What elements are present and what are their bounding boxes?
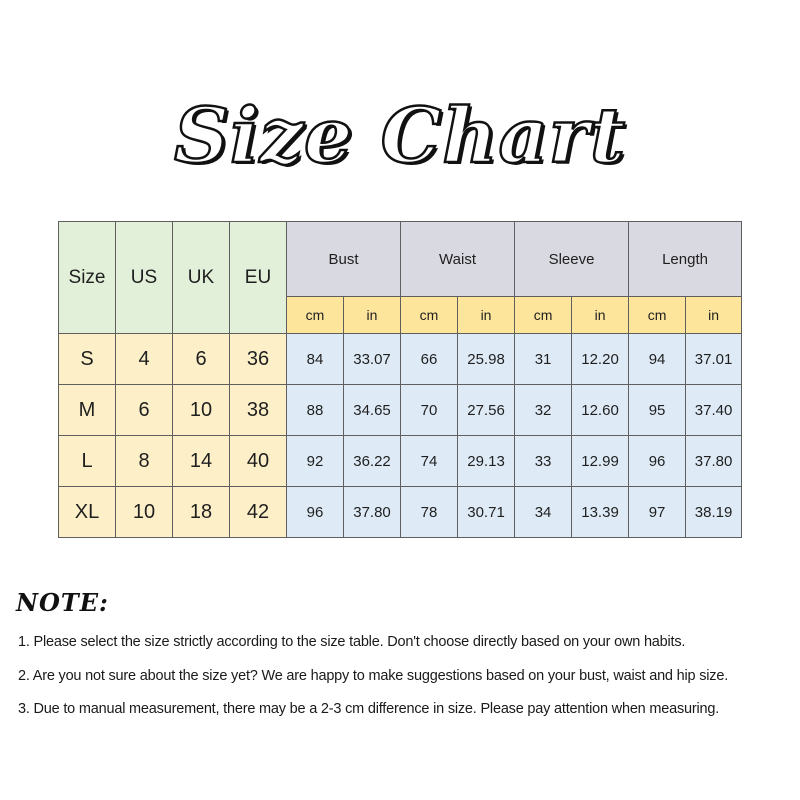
table-cell: 96: [629, 436, 686, 487]
table-cell: 34: [515, 487, 572, 538]
unit-header: in: [686, 297, 742, 334]
table-cell: 29.13: [458, 436, 515, 487]
note-item: 1. Please select the size strictly according to the size table. Don't choose directly based on your own habits.: [18, 634, 686, 650]
table-cell: 38.19: [686, 487, 742, 538]
table-cell: 6: [173, 334, 230, 385]
note-item: 2. Are you not sure about the size yet? We are happy to make suggestions based on your bust, waist and hip size.: [18, 668, 729, 684]
table-cell: 38: [230, 385, 287, 436]
size-table: [58, 221, 742, 538]
table-cell: 92: [287, 436, 344, 487]
table-cell: 36.22: [344, 436, 401, 487]
table-cell: 34.65: [344, 385, 401, 436]
header-bust: Bust: [287, 222, 401, 297]
table-cell: 37.40: [686, 385, 742, 436]
page-title: Size Chart: [174, 91, 626, 180]
table-cell: 18: [173, 487, 230, 538]
table-cell: 8: [116, 436, 173, 487]
size-label-cell: XL: [59, 487, 116, 538]
header-us: US: [116, 222, 173, 334]
unit-header: cm: [629, 297, 686, 334]
table-cell: 74: [401, 436, 458, 487]
header-size: Size: [59, 222, 116, 334]
table-cell: 37.01: [686, 334, 742, 385]
size-label-cell: S: [59, 334, 116, 385]
note-title: NOTE:: [16, 588, 109, 617]
table-cell: 30.71: [458, 487, 515, 538]
table-row: [59, 487, 742, 538]
table-cell: 12.60: [572, 385, 629, 436]
table-cell: 33.07: [344, 334, 401, 385]
table-cell: 70: [401, 385, 458, 436]
table-cell: 37.80: [686, 436, 742, 487]
size-label-cell: M: [59, 385, 116, 436]
header-sleeve: Sleeve: [515, 222, 629, 297]
unit-header: cm: [401, 297, 458, 334]
table-cell: 12.20: [572, 334, 629, 385]
table-cell: 84: [287, 334, 344, 385]
unit-header: cm: [287, 297, 344, 334]
table-cell: 27.56: [458, 385, 515, 436]
table-cell: 40: [230, 436, 287, 487]
header-waist: Waist: [401, 222, 515, 297]
table-cell: 10: [173, 385, 230, 436]
unit-header: in: [572, 297, 629, 334]
table-cell: 6: [116, 385, 173, 436]
table-cell: 33: [515, 436, 572, 487]
table-cell: 31: [515, 334, 572, 385]
table-row: [59, 385, 742, 436]
table-cell: 12.99: [572, 436, 629, 487]
table-row: [59, 334, 742, 385]
header-uk: UK: [173, 222, 230, 334]
table-cell: 13.39: [572, 487, 629, 538]
table-cell: 14: [173, 436, 230, 487]
table-cell: 78: [401, 487, 458, 538]
table-cell: 4: [116, 334, 173, 385]
table-cell: 37.80: [344, 487, 401, 538]
size-label-cell: L: [59, 436, 116, 487]
table-cell: 95: [629, 385, 686, 436]
table-cell: 94: [629, 334, 686, 385]
header-eu: EU: [230, 222, 287, 334]
table-cell: 96: [287, 487, 344, 538]
table-cell: 36: [230, 334, 287, 385]
unit-header: in: [458, 297, 515, 334]
table-cell: 88: [287, 385, 344, 436]
table-cell: 32: [515, 385, 572, 436]
note-item: 3. Due to manual measurement, there may be a 2-3 cm difference in size. Please pay attention when measuring.: [18, 701, 720, 717]
table-cell: 66: [401, 334, 458, 385]
header-length: Length: [629, 222, 742, 297]
size-table-body: [59, 334, 742, 538]
table-cell: 97: [629, 487, 686, 538]
unit-header: cm: [515, 297, 572, 334]
unit-header: in: [344, 297, 401, 334]
table-row: [59, 436, 742, 487]
table-cell: 10: [116, 487, 173, 538]
table-cell: 25.98: [458, 334, 515, 385]
table-cell: 42: [230, 487, 287, 538]
